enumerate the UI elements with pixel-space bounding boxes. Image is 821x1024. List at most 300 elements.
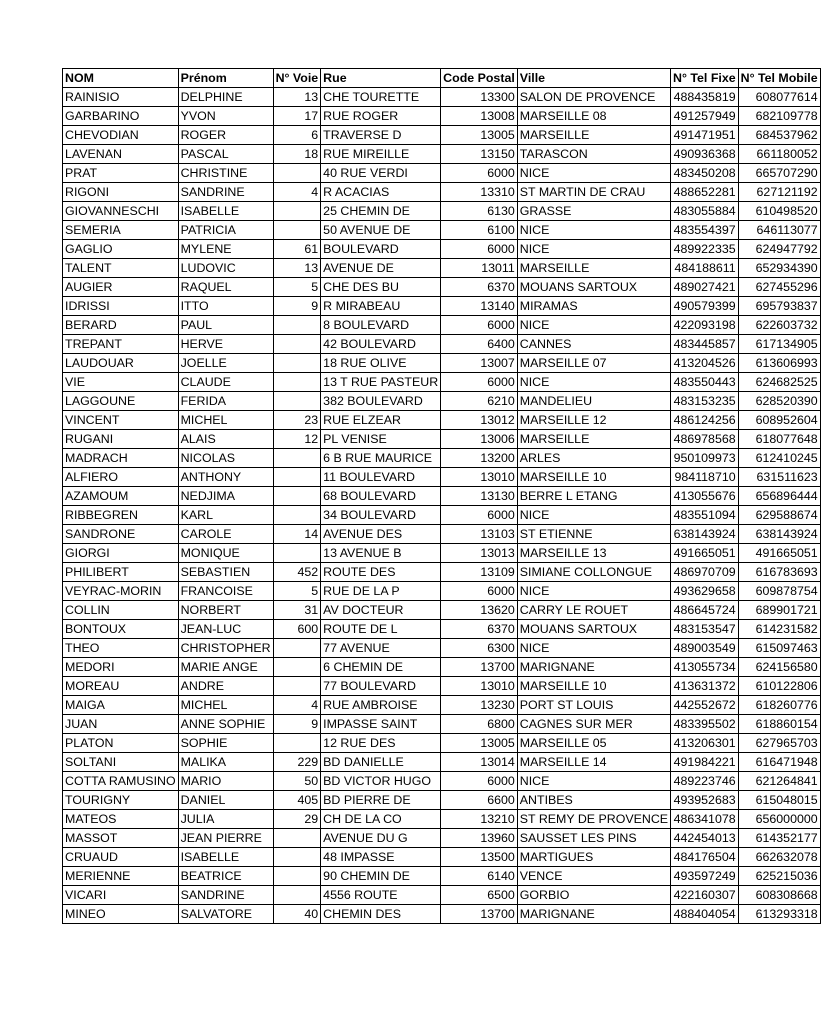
cell-tel-fixe[interactable]: 488652281 — [671, 183, 739, 202]
cell-numero-voie[interactable]: 4 — [273, 183, 321, 202]
cell-ville[interactable]: ARLES — [517, 449, 670, 468]
cell-nom[interactable]: IDRISSI — [63, 297, 179, 316]
cell-nom[interactable]: SEMERIA — [63, 221, 179, 240]
cell-tel-mobile[interactable]: 615097463 — [738, 639, 820, 658]
cell-ville[interactable]: NICE — [517, 240, 670, 259]
column-header-tel-fixe[interactable]: N° Tel Fixe — [671, 69, 739, 88]
cell-nom[interactable]: GIOVANNESCHI — [63, 202, 179, 221]
cell-ville[interactable]: MARSEILLE 13 — [517, 544, 670, 563]
cell-rue[interactable]: 18 RUE OLIVE — [321, 354, 441, 373]
cell-numero-voie[interactable] — [273, 886, 321, 905]
cell-tel-fixe[interactable]: 483550443 — [671, 373, 739, 392]
cell-numero-voie[interactable] — [273, 468, 321, 487]
cell-numero-voie[interactable] — [273, 677, 321, 696]
cell-ville[interactable]: MARSEILLE 05 — [517, 734, 670, 753]
cell-code-postal[interactable]: 13700 — [441, 658, 518, 677]
cell-code-postal[interactable]: 6000 — [441, 582, 518, 601]
cell-tel-mobile[interactable]: 624682525 — [738, 373, 820, 392]
cell-prenom[interactable]: SANDRINE — [178, 886, 273, 905]
cell-tel-mobile[interactable]: 652934390 — [738, 259, 820, 278]
cell-prenom[interactable]: KARL — [178, 506, 273, 525]
cell-tel-fixe[interactable]: 413055734 — [671, 658, 739, 677]
cell-tel-fixe[interactable]: 638143924 — [671, 525, 739, 544]
cell-code-postal[interactable]: 13010 — [441, 468, 518, 487]
cell-prenom[interactable]: BEATRICE — [178, 867, 273, 886]
cell-tel-fixe[interactable]: 442552672 — [671, 696, 739, 715]
cell-ville[interactable]: SAUSSET LES PINS — [517, 829, 670, 848]
cell-tel-fixe[interactable]: 488435819 — [671, 88, 739, 107]
cell-prenom[interactable]: CHRISTOPHER — [178, 639, 273, 658]
cell-prenom[interactable]: NICOLAS — [178, 449, 273, 468]
cell-ville[interactable]: ST MARTIN DE CRAU — [517, 183, 670, 202]
cell-tel-fixe[interactable]: 486645724 — [671, 601, 739, 620]
cell-nom[interactable]: MAIGA — [63, 696, 179, 715]
cell-nom[interactable]: JUAN — [63, 715, 179, 734]
cell-code-postal[interactable]: 6210 — [441, 392, 518, 411]
cell-rue[interactable]: ROUTE DES — [321, 563, 441, 582]
cell-tel-fixe[interactable]: 483395502 — [671, 715, 739, 734]
cell-ville[interactable]: MIRAMAS — [517, 297, 670, 316]
cell-nom[interactable]: VIE — [63, 373, 179, 392]
cell-code-postal[interactable]: 6400 — [441, 335, 518, 354]
cell-prenom[interactable]: ANDRE — [178, 677, 273, 696]
cell-tel-fixe[interactable]: 490579399 — [671, 297, 739, 316]
cell-nom[interactable]: TREPANT — [63, 335, 179, 354]
cell-tel-mobile[interactable]: 624156580 — [738, 658, 820, 677]
cell-code-postal[interactable]: 13005 — [441, 126, 518, 145]
cell-rue[interactable]: CH DE LA CO — [321, 810, 441, 829]
cell-rue[interactable]: BD VICTOR HUGO — [321, 772, 441, 791]
cell-rue[interactable]: ROUTE DE L — [321, 620, 441, 639]
cell-numero-voie[interactable] — [273, 487, 321, 506]
cell-numero-voie[interactable]: 18 — [273, 145, 321, 164]
cell-nom[interactable]: SOLTANI — [63, 753, 179, 772]
cell-nom[interactable]: PRAT — [63, 164, 179, 183]
cell-tel-fixe[interactable]: 483445857 — [671, 335, 739, 354]
cell-numero-voie[interactable]: 6 — [273, 126, 321, 145]
cell-tel-mobile[interactable]: 610122806 — [738, 677, 820, 696]
cell-tel-fixe[interactable]: 489223746 — [671, 772, 739, 791]
cell-prenom[interactable]: PASCAL — [178, 145, 273, 164]
cell-numero-voie[interactable] — [273, 867, 321, 886]
cell-code-postal[interactable]: 6100 — [441, 221, 518, 240]
column-header-nom[interactable]: NOM — [63, 69, 179, 88]
cell-rue[interactable]: 382 BOULEVARD — [321, 392, 441, 411]
cell-numero-voie[interactable] — [273, 506, 321, 525]
cell-tel-mobile[interactable]: 627121192 — [738, 183, 820, 202]
cell-tel-fixe[interactable]: 489003549 — [671, 639, 739, 658]
cell-numero-voie[interactable]: 452 — [273, 563, 321, 582]
cell-tel-fixe[interactable]: 488404054 — [671, 905, 739, 924]
cell-code-postal[interactable]: 6800 — [441, 715, 518, 734]
cell-code-postal[interactable]: 13300 — [441, 88, 518, 107]
cell-tel-fixe[interactable]: 413631372 — [671, 677, 739, 696]
cell-rue[interactable]: RUE MIREILLE — [321, 145, 441, 164]
cell-rue[interactable]: TRAVERSE D — [321, 126, 441, 145]
cell-prenom[interactable]: ANNE SOPHIE — [178, 715, 273, 734]
cell-tel-mobile[interactable]: 682109778 — [738, 107, 820, 126]
cell-tel-mobile[interactable]: 656000000 — [738, 810, 820, 829]
cell-numero-voie[interactable]: 13 — [273, 259, 321, 278]
cell-ville[interactable]: NICE — [517, 639, 670, 658]
cell-ville[interactable]: GRASSE — [517, 202, 670, 221]
cell-ville[interactable]: ST ETIENNE — [517, 525, 670, 544]
cell-code-postal[interactable]: 13210 — [441, 810, 518, 829]
cell-numero-voie[interactable] — [273, 639, 321, 658]
cell-numero-voie[interactable]: 9 — [273, 715, 321, 734]
cell-tel-mobile[interactable]: 695793837 — [738, 297, 820, 316]
cell-prenom[interactable]: SANDRINE — [178, 183, 273, 202]
cell-rue[interactable]: RUE AMBROISE — [321, 696, 441, 715]
cell-nom[interactable]: SANDRONE — [63, 525, 179, 544]
cell-prenom[interactable]: ITTO — [178, 297, 273, 316]
cell-tel-fixe[interactable]: 950109973 — [671, 449, 739, 468]
cell-code-postal[interactable]: 13230 — [441, 696, 518, 715]
cell-numero-voie[interactable]: 5 — [273, 278, 321, 297]
cell-rue[interactable]: 6 CHEMIN DE — [321, 658, 441, 677]
cell-prenom[interactable]: SEBASTIEN — [178, 563, 273, 582]
cell-tel-fixe[interactable]: 493597249 — [671, 867, 739, 886]
cell-tel-mobile[interactable]: 656896444 — [738, 487, 820, 506]
cell-nom[interactable]: AUGIER — [63, 278, 179, 297]
cell-prenom[interactable]: NORBERT — [178, 601, 273, 620]
cell-prenom[interactable]: MICHEL — [178, 411, 273, 430]
cell-prenom[interactable]: CLAUDE — [178, 373, 273, 392]
cell-rue[interactable]: R ACACIAS — [321, 183, 441, 202]
column-header-code-postal[interactable]: Code Postal — [441, 69, 518, 88]
cell-prenom[interactable]: ANTHONY — [178, 468, 273, 487]
cell-tel-fixe[interactable]: 422093198 — [671, 316, 739, 335]
cell-code-postal[interactable]: 13200 — [441, 449, 518, 468]
cell-tel-mobile[interactable]: 608077614 — [738, 88, 820, 107]
cell-code-postal[interactable]: 6130 — [441, 202, 518, 221]
cell-ville[interactable]: MOUANS SARTOUX — [517, 278, 670, 297]
cell-numero-voie[interactable]: 5 — [273, 582, 321, 601]
cell-nom[interactable]: BERARD — [63, 316, 179, 335]
cell-rue[interactable]: 25 CHEMIN DE — [321, 202, 441, 221]
cell-code-postal[interactable]: 6000 — [441, 506, 518, 525]
cell-ville[interactable]: CARRY LE ROUET — [517, 601, 670, 620]
cell-nom[interactable]: TALENT — [63, 259, 179, 278]
cell-tel-fixe[interactable]: 491984221 — [671, 753, 739, 772]
cell-ville[interactable]: MARIGNANE — [517, 905, 670, 924]
cell-tel-fixe[interactable]: 483153235 — [671, 392, 739, 411]
cell-nom[interactable]: MASSOT — [63, 829, 179, 848]
cell-numero-voie[interactable]: 405 — [273, 791, 321, 810]
cell-tel-mobile[interactable]: 612410245 — [738, 449, 820, 468]
cell-rue[interactable]: BD DANIELLE — [321, 753, 441, 772]
cell-numero-voie[interactable]: 229 — [273, 753, 321, 772]
cell-code-postal[interactable]: 6370 — [441, 620, 518, 639]
cell-nom[interactable]: GARBARINO — [63, 107, 179, 126]
cell-rue[interactable]: PL VENISE — [321, 430, 441, 449]
cell-tel-mobile[interactable]: 627965703 — [738, 734, 820, 753]
cell-tel-fixe[interactable]: 493952683 — [671, 791, 739, 810]
cell-ville[interactable]: MARSEILLE 14 — [517, 753, 670, 772]
cell-numero-voie[interactable] — [273, 221, 321, 240]
cell-ville[interactable]: MOUANS SARTOUX — [517, 620, 670, 639]
cell-prenom[interactable]: JOELLE — [178, 354, 273, 373]
cell-code-postal[interactable]: 6000 — [441, 164, 518, 183]
cell-rue[interactable]: 13 AVENUE B — [321, 544, 441, 563]
cell-ville[interactable]: MARSEILLE — [517, 259, 670, 278]
cell-ville[interactable]: MARSEILLE 12 — [517, 411, 670, 430]
cell-rue[interactable]: R MIRABEAU — [321, 297, 441, 316]
cell-tel-mobile[interactable]: 613293318 — [738, 905, 820, 924]
cell-rue[interactable]: 77 BOULEVARD — [321, 677, 441, 696]
cell-ville[interactable]: SIMIANE COLLONGUE — [517, 563, 670, 582]
cell-numero-voie[interactable] — [273, 658, 321, 677]
cell-ville[interactable]: NICE — [517, 373, 670, 392]
cell-rue[interactable]: BD PIERRE DE — [321, 791, 441, 810]
cell-tel-fixe[interactable]: 493629658 — [671, 582, 739, 601]
cell-code-postal[interactable]: 13150 — [441, 145, 518, 164]
cell-ville[interactable]: MARTIGUES — [517, 848, 670, 867]
cell-tel-mobile[interactable]: 609878754 — [738, 582, 820, 601]
cell-prenom[interactable]: DELPHINE — [178, 88, 273, 107]
cell-nom[interactable]: RUGANI — [63, 430, 179, 449]
cell-rue[interactable]: 8 BOULEVARD — [321, 316, 441, 335]
cell-tel-fixe[interactable]: 491665051 — [671, 544, 739, 563]
cell-prenom[interactable]: ISABELLE — [178, 202, 273, 221]
cell-rue[interactable]: IMPASSE SAINT — [321, 715, 441, 734]
cell-rue[interactable]: AVENUE DU G — [321, 829, 441, 848]
cell-tel-mobile[interactable]: 617134905 — [738, 335, 820, 354]
cell-prenom[interactable]: NEDJIMA — [178, 487, 273, 506]
cell-ville[interactable]: TARASCON — [517, 145, 670, 164]
cell-rue[interactable]: RUE ROGER — [321, 107, 441, 126]
cell-tel-mobile[interactable]: 610498520 — [738, 202, 820, 221]
cell-tel-fixe[interactable]: 491471951 — [671, 126, 739, 145]
cell-nom[interactable]: LAGGOUNE — [63, 392, 179, 411]
cell-nom[interactable]: VICARI — [63, 886, 179, 905]
cell-prenom[interactable]: MICHEL — [178, 696, 273, 715]
cell-ville[interactable]: BERRE L ETANG — [517, 487, 670, 506]
cell-ville[interactable]: NICE — [517, 316, 670, 335]
cell-rue[interactable]: AVENUE DE — [321, 259, 441, 278]
cell-nom[interactable]: MADRACH — [63, 449, 179, 468]
cell-tel-fixe[interactable]: 984118710 — [671, 468, 739, 487]
cell-tel-mobile[interactable]: 628520390 — [738, 392, 820, 411]
cell-prenom[interactable]: CAROLE — [178, 525, 273, 544]
cell-tel-mobile[interactable]: 689901721 — [738, 601, 820, 620]
cell-code-postal[interactable]: 13005 — [441, 734, 518, 753]
cell-rue[interactable]: CHEMIN DES — [321, 905, 441, 924]
cell-tel-fixe[interactable]: 486970709 — [671, 563, 739, 582]
cell-numero-voie[interactable] — [273, 449, 321, 468]
column-header-tel-mobile[interactable]: N° Tel Mobile — [738, 69, 820, 88]
cell-code-postal[interactable]: 6000 — [441, 316, 518, 335]
cell-tel-fixe[interactable]: 483551094 — [671, 506, 739, 525]
cell-tel-fixe[interactable]: 486978568 — [671, 430, 739, 449]
cell-ville[interactable]: MARSEILLE 08 — [517, 107, 670, 126]
cell-ville[interactable]: NICE — [517, 582, 670, 601]
cell-tel-mobile[interactable]: 608308668 — [738, 886, 820, 905]
cell-rue[interactable]: RUE ELZEAR — [321, 411, 441, 430]
cell-code-postal[interactable]: 13960 — [441, 829, 518, 848]
cell-code-postal[interactable]: 13010 — [441, 677, 518, 696]
column-header-prenom[interactable]: Prénom — [178, 69, 273, 88]
cell-tel-mobile[interactable]: 625215036 — [738, 867, 820, 886]
cell-tel-mobile[interactable]: 662632078 — [738, 848, 820, 867]
cell-prenom[interactable]: PAUL — [178, 316, 273, 335]
cell-prenom[interactable]: MALIKA — [178, 753, 273, 772]
cell-ville[interactable]: SALON DE PROVENCE — [517, 88, 670, 107]
cell-prenom[interactable]: LUDOVIC — [178, 259, 273, 278]
cell-tel-fixe[interactable]: 422160307 — [671, 886, 739, 905]
cell-tel-fixe[interactable]: 413206301 — [671, 734, 739, 753]
cell-code-postal[interactable]: 6140 — [441, 867, 518, 886]
column-header-ville[interactable]: Ville — [517, 69, 670, 88]
cell-tel-fixe[interactable]: 413055676 — [671, 487, 739, 506]
cell-code-postal[interactable]: 6600 — [441, 791, 518, 810]
cell-tel-fixe[interactable]: 413204526 — [671, 354, 739, 373]
cell-tel-mobile[interactable]: 665707290 — [738, 164, 820, 183]
cell-numero-voie[interactable] — [273, 335, 321, 354]
cell-code-postal[interactable]: 13109 — [441, 563, 518, 582]
cell-numero-voie[interactable]: 40 — [273, 905, 321, 924]
cell-ville[interactable]: MANDELIEU — [517, 392, 670, 411]
cell-rue[interactable]: CHE TOURETTE — [321, 88, 441, 107]
cell-ville[interactable]: GORBIO — [517, 886, 670, 905]
cell-nom[interactable]: RIBBEGREN — [63, 506, 179, 525]
cell-code-postal[interactable]: 13013 — [441, 544, 518, 563]
cell-nom[interactable]: MEDORI — [63, 658, 179, 677]
cell-nom[interactable]: VEYRAC-MORIN — [63, 582, 179, 601]
cell-ville[interactable]: NICE — [517, 772, 670, 791]
cell-nom[interactable]: ALFIERO — [63, 468, 179, 487]
cell-rue[interactable]: CHE DES BU — [321, 278, 441, 297]
cell-rue[interactable]: 40 RUE VERDI — [321, 164, 441, 183]
cell-tel-mobile[interactable]: 624947792 — [738, 240, 820, 259]
cell-prenom[interactable]: JEAN PIERRE — [178, 829, 273, 848]
cell-prenom[interactable]: ISABELLE — [178, 848, 273, 867]
cell-prenom[interactable]: FERIDA — [178, 392, 273, 411]
cell-prenom[interactable]: MYLENE — [178, 240, 273, 259]
cell-prenom[interactable]: JEAN-LUC — [178, 620, 273, 639]
cell-numero-voie[interactable]: 29 — [273, 810, 321, 829]
cell-prenom[interactable]: MONIQUE — [178, 544, 273, 563]
cell-ville[interactable]: NICE — [517, 506, 670, 525]
cell-prenom[interactable]: CHRISTINE — [178, 164, 273, 183]
column-header-rue[interactable]: Rue — [321, 69, 441, 88]
cell-prenom[interactable]: SOPHIE — [178, 734, 273, 753]
cell-nom[interactable]: PLATON — [63, 734, 179, 753]
cell-rue[interactable]: 12 RUE DES — [321, 734, 441, 753]
cell-numero-voie[interactable]: 61 — [273, 240, 321, 259]
cell-tel-mobile[interactable]: 613606993 — [738, 354, 820, 373]
cell-tel-mobile[interactable]: 631511623 — [738, 468, 820, 487]
cell-nom[interactable]: MERIENNE — [63, 867, 179, 886]
cell-nom[interactable]: MINEO — [63, 905, 179, 924]
cell-code-postal[interactable]: 13700 — [441, 905, 518, 924]
cell-code-postal[interactable]: 6000 — [441, 373, 518, 392]
cell-rue[interactable]: 48 IMPASSE — [321, 848, 441, 867]
cell-tel-mobile[interactable]: 616471948 — [738, 753, 820, 772]
cell-ville[interactable]: MARSEILLE — [517, 126, 670, 145]
cell-tel-mobile[interactable]: 638143924 — [738, 525, 820, 544]
cell-tel-mobile[interactable]: 618077648 — [738, 430, 820, 449]
cell-numero-voie[interactable] — [273, 316, 321, 335]
cell-nom[interactable]: RIGONI — [63, 183, 179, 202]
cell-nom[interactable]: CHEVODIAN — [63, 126, 179, 145]
cell-prenom[interactable]: MARIE ANGE — [178, 658, 273, 677]
cell-nom[interactable]: LAUDOUAR — [63, 354, 179, 373]
cell-ville[interactable]: ANTIBES — [517, 791, 670, 810]
cell-ville[interactable]: CANNES — [517, 335, 670, 354]
cell-nom[interactable]: GAGLIO — [63, 240, 179, 259]
cell-rue[interactable]: AVENUE DES — [321, 525, 441, 544]
cell-tel-mobile[interactable]: 614352177 — [738, 829, 820, 848]
cell-nom[interactable]: LAVENAN — [63, 145, 179, 164]
cell-numero-voie[interactable] — [273, 544, 321, 563]
cell-numero-voie[interactable]: 14 — [273, 525, 321, 544]
cell-numero-voie[interactable]: 17 — [273, 107, 321, 126]
cell-code-postal[interactable]: 13007 — [441, 354, 518, 373]
cell-tel-fixe[interactable]: 483450208 — [671, 164, 739, 183]
cell-rue[interactable]: 50 AVENUE DE — [321, 221, 441, 240]
cell-tel-fixe[interactable]: 484188611 — [671, 259, 739, 278]
cell-rue[interactable]: 4556 ROUTE — [321, 886, 441, 905]
cell-ville[interactable]: ST REMY DE PROVENCE — [517, 810, 670, 829]
cell-numero-voie[interactable] — [273, 829, 321, 848]
cell-nom[interactable]: VINCENT — [63, 411, 179, 430]
cell-numero-voie[interactable]: 4 — [273, 696, 321, 715]
cell-ville[interactable]: MARIGNANE — [517, 658, 670, 677]
cell-numero-voie[interactable] — [273, 202, 321, 221]
cell-tel-mobile[interactable]: 621264841 — [738, 772, 820, 791]
cell-ville[interactable]: MARSEILLE — [517, 430, 670, 449]
cell-prenom[interactable]: RAQUEL — [178, 278, 273, 297]
column-header-numero-voie[interactable]: N° Voie — [273, 69, 321, 88]
cell-tel-mobile[interactable]: 661180052 — [738, 145, 820, 164]
cell-prenom[interactable]: ALAIS — [178, 430, 273, 449]
cell-nom[interactable]: RAINISIO — [63, 88, 179, 107]
cell-prenom[interactable]: YVON — [178, 107, 273, 126]
cell-nom[interactable]: THEO — [63, 639, 179, 658]
cell-code-postal[interactable]: 13130 — [441, 487, 518, 506]
cell-ville[interactable]: MARSEILLE 10 — [517, 677, 670, 696]
cell-numero-voie[interactable]: 23 — [273, 411, 321, 430]
cell-ville[interactable]: NICE — [517, 221, 670, 240]
cell-prenom[interactable]: PATRICIA — [178, 221, 273, 240]
cell-tel-fixe[interactable]: 483554397 — [671, 221, 739, 240]
cell-numero-voie[interactable] — [273, 354, 321, 373]
cell-code-postal[interactable]: 13011 — [441, 259, 518, 278]
cell-code-postal[interactable]: 6000 — [441, 772, 518, 791]
cell-code-postal[interactable]: 13310 — [441, 183, 518, 202]
cell-nom[interactable]: CRUAUD — [63, 848, 179, 867]
cell-prenom[interactable]: SALVATORE — [178, 905, 273, 924]
cell-prenom[interactable]: ROGER — [178, 126, 273, 145]
cell-tel-mobile[interactable]: 646113077 — [738, 221, 820, 240]
cell-rue[interactable]: 42 BOULEVARD — [321, 335, 441, 354]
cell-tel-fixe[interactable]: 483055884 — [671, 202, 739, 221]
cell-code-postal[interactable]: 13014 — [441, 753, 518, 772]
cell-prenom[interactable]: FRANCOISE — [178, 582, 273, 601]
cell-code-postal[interactable]: 13500 — [441, 848, 518, 867]
cell-ville[interactable]: NICE — [517, 164, 670, 183]
cell-code-postal[interactable]: 13012 — [441, 411, 518, 430]
cell-tel-mobile[interactable]: 629588674 — [738, 506, 820, 525]
cell-tel-mobile[interactable]: 608952604 — [738, 411, 820, 430]
cell-numero-voie[interactable] — [273, 734, 321, 753]
cell-rue[interactable]: AV DOCTEUR — [321, 601, 441, 620]
cell-tel-mobile[interactable]: 616783693 — [738, 563, 820, 582]
cell-numero-voie[interactable]: 12 — [273, 430, 321, 449]
cell-ville[interactable]: VENCE — [517, 867, 670, 886]
cell-numero-voie[interactable]: 50 — [273, 772, 321, 791]
